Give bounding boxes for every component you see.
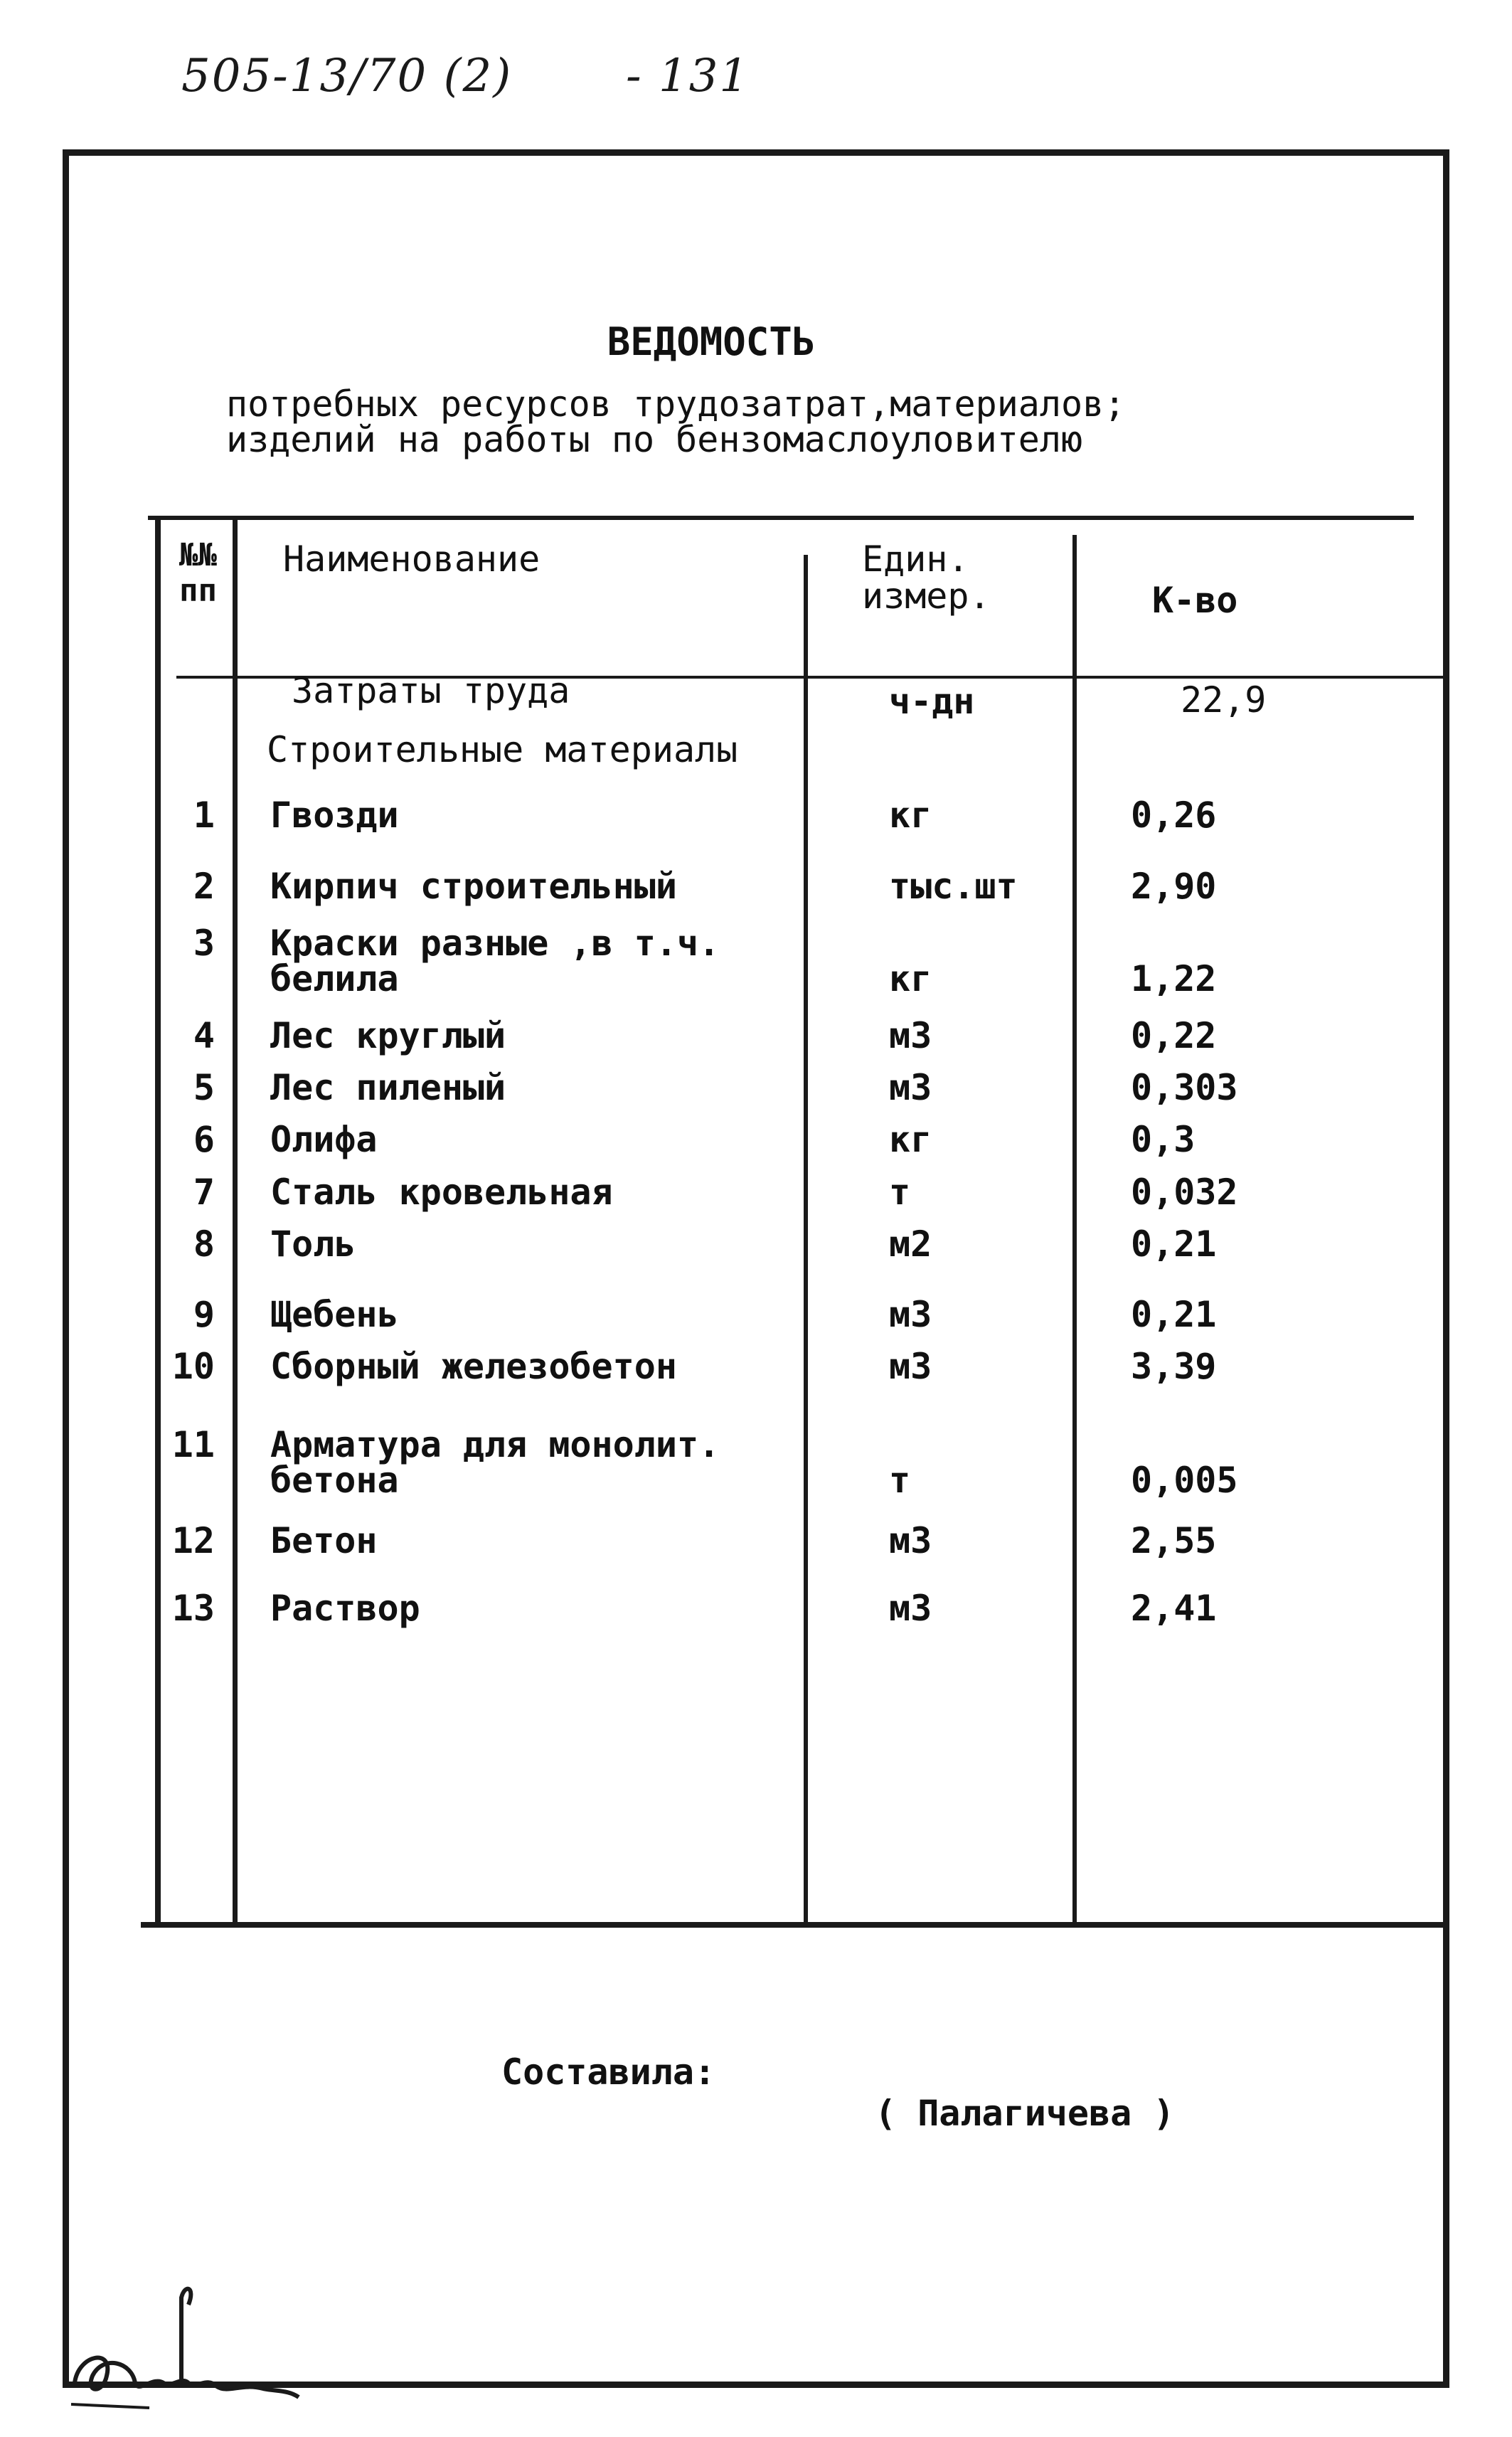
row-unit: м3 [889, 1294, 932, 1335]
row-unit: м3 [889, 1015, 932, 1056]
row-qty: 0,3 [1131, 1119, 1196, 1160]
row-name-continued: бетона [270, 1460, 399, 1501]
page-number: - 131 [626, 50, 750, 102]
row-name: Гвозди [270, 795, 399, 836]
table-bottom-border [141, 1922, 1449, 1928]
row-number: 9 [193, 1294, 215, 1335]
row-unit: м3 [889, 1067, 932, 1108]
row-number: 6 [193, 1119, 215, 1160]
subtitle-line-1: потребных ресурсов трудозатрат,материалов; [226, 383, 1126, 425]
labor-qty: 22,9 [1181, 679, 1267, 721]
row-qty: 2,55 [1131, 1520, 1217, 1561]
row-unit: м3 [889, 1588, 932, 1629]
row-name: Бетон [270, 1520, 378, 1561]
row-qty: 2,90 [1131, 866, 1217, 907]
row-name: Сталь кровельная [270, 1172, 613, 1213]
row-unit: м2 [889, 1223, 932, 1265]
row-qty: 0,303 [1131, 1067, 1238, 1108]
row-number: 7 [193, 1172, 215, 1213]
row-name: Раствор [270, 1588, 420, 1629]
row-number: 2 [193, 866, 215, 907]
table-left-border [155, 518, 161, 1925]
row-number: 3 [193, 923, 215, 964]
row-name: Кирпич строительный [270, 866, 677, 907]
row-unit: кг [889, 795, 932, 836]
row-unit: т [889, 1460, 911, 1501]
row-qty: 1,22 [1131, 958, 1217, 999]
row-unit: кг [889, 1119, 932, 1160]
row-qty: 0,032 [1131, 1172, 1238, 1213]
header-unit-line2: измер. [862, 575, 991, 617]
subtitle-line-2: изделий на работы по бензомаслоуловителю [226, 419, 1083, 460]
header-name: Наименование [283, 538, 541, 580]
row-number: 5 [193, 1067, 215, 1108]
header-unit-line1: Един. [862, 538, 969, 580]
row-name: Лес круглый [270, 1015, 506, 1056]
column-divider-qty [1072, 535, 1077, 1925]
header-num-line1: №№ [179, 537, 217, 573]
row-name: Краски разные ,в т.ч. [270, 923, 720, 964]
row-unit: м3 [889, 1520, 932, 1561]
row-name: Олифа [270, 1119, 378, 1160]
row-qty: 0,21 [1131, 1223, 1217, 1265]
row-qty: 2,41 [1131, 1588, 1217, 1629]
row-number: 1 [193, 795, 215, 836]
row-qty: 0,21 [1131, 1294, 1217, 1335]
row-qty: 3,39 [1131, 1346, 1217, 1387]
document-frame [63, 149, 1449, 2388]
table-top-border [148, 516, 1414, 520]
row-name: Толь [270, 1223, 356, 1265]
row-name: Щебень [270, 1294, 399, 1335]
row-number: 11 [171, 1424, 215, 1465]
row-unit: м3 [889, 1346, 932, 1387]
document-code: 505-13/70 (2) [181, 50, 513, 102]
row-unit: т [889, 1172, 911, 1213]
column-divider-num [233, 518, 238, 1925]
row-qty: 0,005 [1131, 1460, 1238, 1501]
labor-name: Затраты труда [292, 670, 570, 711]
row-number: 4 [193, 1015, 215, 1056]
row-qty: 0,22 [1131, 1015, 1217, 1056]
compiled-by-label: Составила: [501, 2051, 716, 2093]
header-num-line2: пп [179, 573, 217, 609]
document-title: ВЕДОМОСТЬ [607, 319, 816, 364]
row-qty: 0,26 [1131, 795, 1217, 836]
row-name: Арматура для монолит. [270, 1424, 720, 1465]
labor-unit: ч-дн [889, 681, 975, 722]
signature-mark [64, 2276, 306, 2419]
row-name: Лес пиленый [270, 1067, 506, 1108]
row-number: 13 [171, 1588, 215, 1629]
header-qty: К-во [1152, 580, 1238, 621]
row-unit: тыс.шт [889, 866, 1018, 907]
row-name-continued: белила [270, 958, 399, 999]
row-number: 12 [171, 1520, 215, 1561]
column-divider-unit [804, 555, 808, 1925]
row-name: Сборный железобетон [270, 1346, 677, 1387]
section-label: Строительные материалы [267, 729, 738, 770]
compiler-name: ( Палагичева ) [875, 2093, 1175, 2134]
row-unit: кг [889, 958, 932, 999]
row-number: 10 [171, 1346, 215, 1387]
row-number: 8 [193, 1223, 215, 1265]
